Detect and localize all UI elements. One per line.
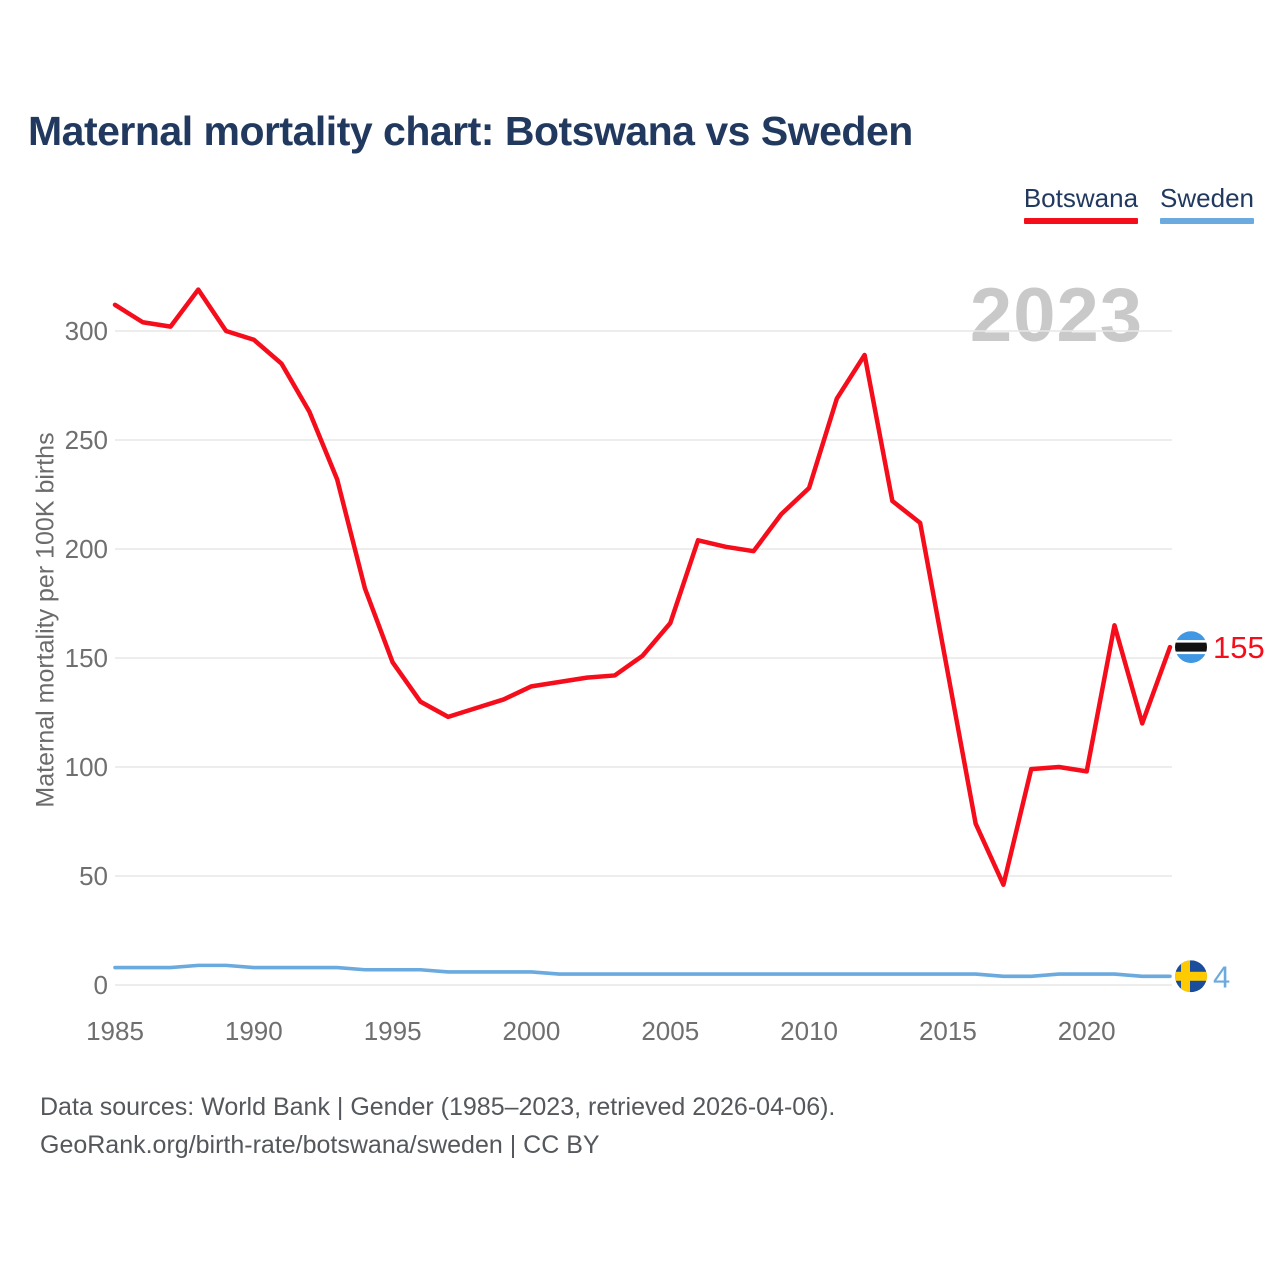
footer-sources-line: Data sources: World Bank | Gender (1985–2023, retrieved 2026-04-06). [40,1093,836,1121]
x-tick-label-2020: 2020 [1057,1016,1116,1046]
series-line-botswana [115,290,1170,885]
x-tick-label-2010: 2010 [780,1016,839,1046]
y-tick-label-0: 0 [93,970,108,1000]
y-tick-label-150: 150 [64,643,108,673]
x-tick-label-1990: 1990 [224,1016,283,1046]
x-tick-label-1995: 1995 [363,1016,422,1046]
watermark-year: 2023 [969,273,1143,358]
page-title: Maternal mortality chart: Botswana vs Sweden [28,108,913,154]
footer-attribution-line: GeoRank.org/birth-rate/botswana/sweden | CC BY [40,1131,600,1159]
y-tick-label-200: 200 [64,534,108,564]
y-axis-title: Maternal mortality per 100K births [31,432,60,808]
y-tick-label-100: 100 [64,752,108,782]
y-tick-label-300: 300 [64,316,108,346]
end-value-botswana: 155 [1213,630,1265,666]
end-value-sweden: 4 [1213,959,1231,995]
x-tick-label-2005: 2005 [641,1016,700,1046]
y-tick-label-50: 50 [79,861,108,891]
legend-label-sweden: Sweden [1160,183,1254,213]
footer [40,1088,835,1164]
y-axis-tick-labels [65,316,108,1000]
legend-label-botswana: Botswana [1023,183,1139,213]
x-axis-tick-labels [86,1016,1116,1046]
gridlines [115,331,1172,985]
x-tick-label-2000: 2000 [502,1016,561,1046]
x-tick-label-2015: 2015 [918,1016,977,1046]
series-line-sweden [115,965,1170,976]
y-tick-label-250: 250 [64,425,108,455]
x-tick-label-1985: 1985 [86,1016,144,1046]
sweden-flag-icon [1175,960,1207,992]
botswana-flag-icon [1175,631,1207,663]
